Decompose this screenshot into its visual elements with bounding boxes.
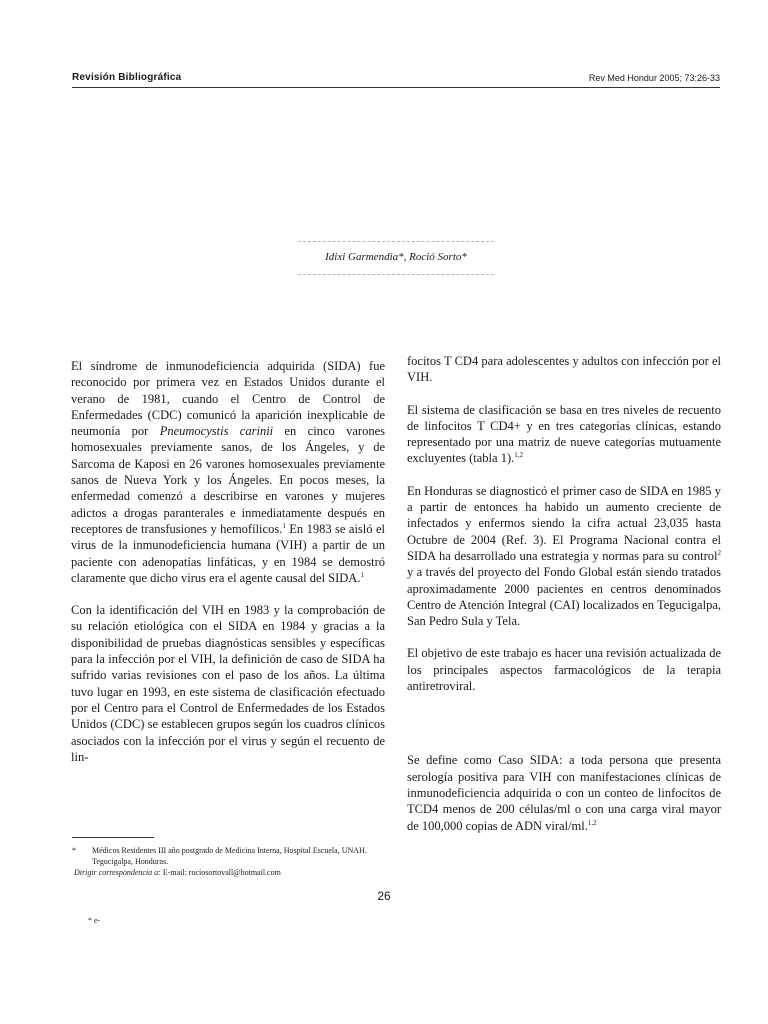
journal-reference: Rev Med Hondur 2005; 73:26-33: [588, 73, 720, 83]
species-name: Pneumocystis carinii: [159, 424, 274, 439]
left-column: [71, 358, 385, 781]
section-title: Revisión Bibliográfica: [72, 72, 182, 83]
header-rule: [72, 87, 720, 88]
objective-paragraph: El objetivo de este trabajo es hacer una revisión actualizada de los principales aspectos farmacológicos de la terapia antiretroviral.: [407, 646, 721, 694]
stray-mark: * e-: [88, 916, 101, 925]
right-column: [407, 353, 721, 850]
citation: 1: [360, 570, 364, 579]
footnote-mark: *: [72, 846, 76, 855]
footnote-rule: [72, 837, 154, 838]
authors-top-divider: [298, 241, 494, 242]
citation: 2: [717, 548, 721, 557]
citation: 1,2: [514, 451, 523, 460]
continued-paragraph: focitos T CD4 para adolescentes y adultos con infección por el VIH.: [407, 354, 721, 385]
page-number: 26: [377, 889, 391, 903]
citation: 1: [282, 521, 286, 530]
honduras-paragraph: En Honduras se diagnosticó el primer caso de SIDA en 1985 y a partir de entonces ha habido un aumento creciente de infectados y enfermos siendo la cifra actual 23,035 hasta Octubre de 2004 (Ref. 3). El Programa Nacional contra el SIDA ha desarrollado una estrategia y normas para su control$^2$ y a través del proyecto del Fondo Global están siendo tratados aproximadamente 2000 pacientes en centros denominados Centro de Atención Integral (CAI) localizados en Tegucigalpa, San Pedro Sula y Tela.: [407, 483, 721, 629]
case-definition-paragraph: Se define como Caso SIDA: a toda persona que presenta serología positiva para VIH con manifestaciones clínicas de inmunodeficiencia adquirida o con un conteo de linfocitos de TCD4 menos de 200 células/ml o con una carga viral mayor de 100,000 copias de ADN viral/ml.$^{1,2}$: [407, 753, 721, 833]
classification-paragraph: Con la identificación del VIH en 1983 y la comprobación de su relación etiológica con el SIDA en 1984 y gracias a la disponibilidad de pruebas diagnósticas sensibles y específicas para la infección por el VIH, la definición de caso de SIDA ha sufrido varias revisiones con el paso de los años. La última tuvo lugar en 1993, en este sistema de clasificación efectuado por el Centro para el Control de Enfermedades de los Estados Unidos (CDC) se establecen grupos según los cuadros clínicos asociados con la infección por el virus y según el recuento de lin-: [71, 603, 385, 764]
author-names: Idixi Garmendia*, Roció Sorto*: [325, 251, 467, 263]
footnote: [72, 845, 390, 878]
footnote-affiliation: Médicos Residentes III año postgrado de Medicina Interna, Hospital Escuela, UNAH. Tegucigalpa, Honduras.: [92, 846, 367, 866]
classification-system-paragraph: El sistema de clasificación se basa en tres niveles de recuento de linfocitos T CD4+ y en tres categorías clínicas, estando representado por una matriz de nueve categorías mutuamente excluyentes (tabla 1).$^{1,2}$: [407, 402, 721, 466]
intro-paragraph: El síndrome de inmunodeficiencia adquirida (SIDA) fue reconocido por primera vez en Estados Unidos durante el verano de 1981, cuando el Centro de Control de Enfermedades (CDC) comunicó la aparición inexplicable de neumonía por Pneumocystis carinii en cinco varones homosexuales previamente sanos, de los Ángeles, y de Sarcoma de Kaposi en 26 varones homosexuales previamente sanos de Nueva York y los Ángeles. En pocos meses, la enfermedad comenzó a describirse en varones y mujeres adictos a drogas paranterales e inmediatamente después en receptores de transfusiones y hemofílicos.$^1$ En 1983 se aisló el virus de la inmunodeficiencia humana (VIH) a partir de un paciente con adenopatías linfáticas, y en 1984 se demostró claramente que dicho virus era el agente causal del SIDA.$^1$: [71, 359, 385, 585]
footnote-correspondence: Dirigir correspondencia a: E-mail: rociosortovall@hotmail.com: [74, 868, 281, 877]
authors-bottom-divider: [298, 274, 494, 275]
citation: 1,2: [587, 818, 597, 827]
